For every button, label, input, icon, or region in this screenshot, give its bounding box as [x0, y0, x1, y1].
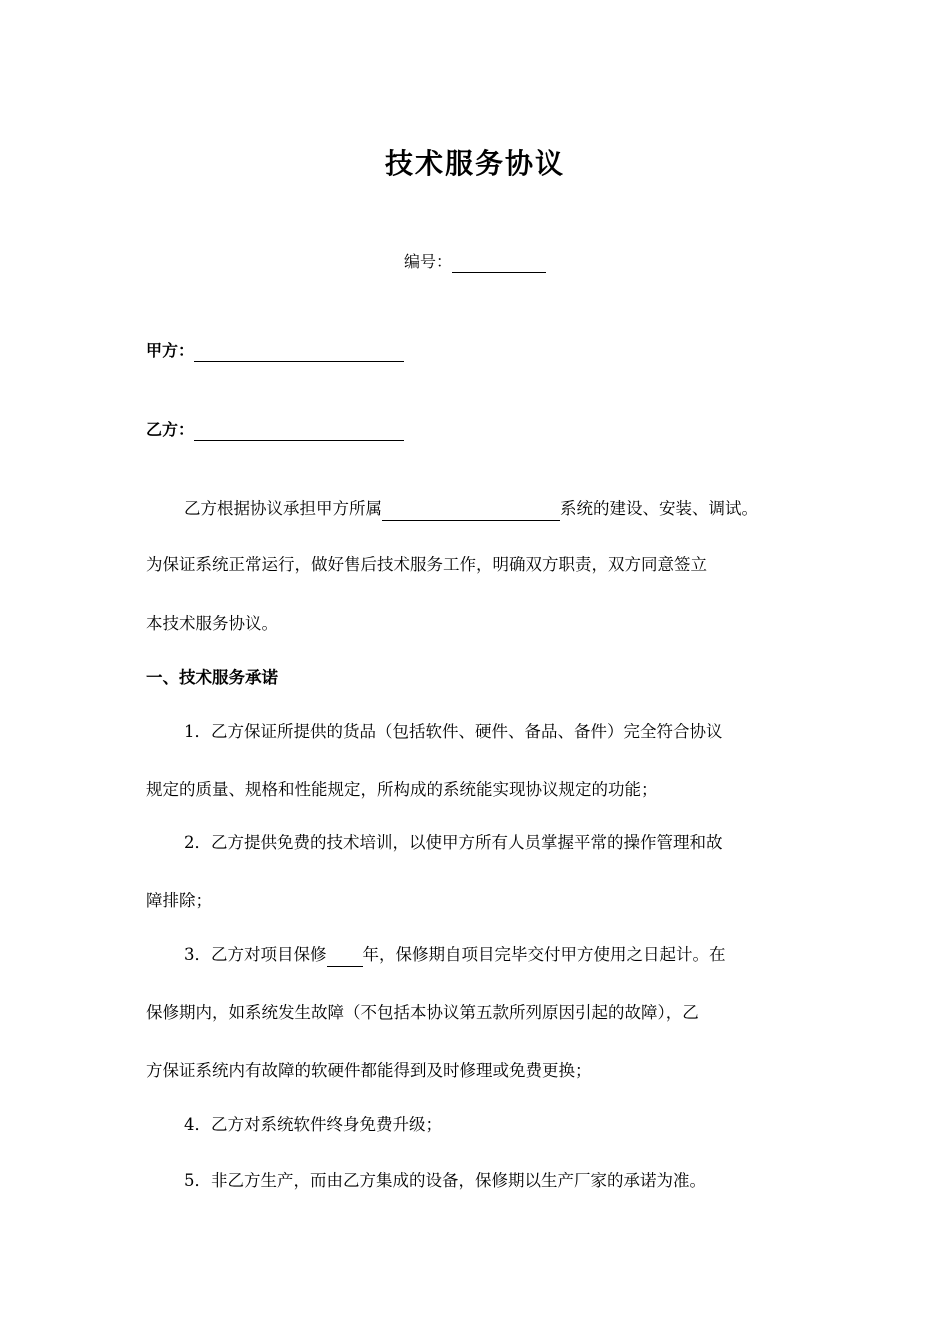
item-4: 4．乙方对系统软件终身免费升级； — [184, 1115, 442, 1134]
party-b-label: 乙方： — [146, 420, 195, 439]
section-1-heading: 一、技术服务承诺 — [146, 668, 278, 687]
item-3-text-after: 年，保修期自项目完毕交付甲方使用之日起计。在 — [362, 945, 726, 964]
party-a-blank[interactable] — [194, 344, 404, 362]
party-b-blank[interactable] — [194, 423, 404, 441]
intro-text-after: 系统的建设、安装、调试。 — [560, 499, 758, 518]
item-2-line-1: 2．乙方提供免费的技术培训，以使甲方所有人员掌握平常的操作管理和故 — [184, 833, 723, 852]
item-3-text-before: 3．乙方对项目保修 — [184, 945, 327, 964]
item-3-line-3: 方保证系统内有故障的软硬件都能得到及时修理或免费更换； — [146, 1061, 592, 1080]
item-3-line-1 — [184, 943, 864, 967]
document-number — [0, 251, 950, 273]
party-b — [146, 419, 404, 441]
party-a-label: 甲方： — [146, 341, 195, 360]
item-5: 5．非乙方生产，而由乙方集成的设备，保修期以生产厂家的承诺为准。 — [184, 1171, 706, 1190]
document-title: 技术服务协议 — [384, 147, 565, 180]
intro-line-2: 为保证系统正常运行，做好售后技术服务工作，明确双方职责，双方同意签立 — [146, 555, 707, 574]
item-2-line-2: 障排除； — [146, 891, 212, 910]
item-1-line-1: 1．乙方保证所提供的货品（包括软件、硬件、备品、备件）完全符合协议 — [184, 722, 723, 741]
intro-line-1 — [184, 497, 864, 521]
system-name-blank[interactable] — [382, 503, 560, 521]
item-1-line-2: 规定的质量、规格和性能规定，所构成的系统能实现协议规定的功能； — [146, 780, 658, 799]
number-label: 编号： — [403, 252, 452, 271]
warranty-years-blank[interactable] — [327, 949, 363, 967]
item-3-line-2: 保修期内，如系统发生故障（不包括本协议第五款所列原因引起的故障），乙 — [146, 1003, 699, 1022]
intro-text-before: 乙方根据协议承担甲方所属 — [184, 499, 382, 518]
intro-line-3: 本技术服务协议。 — [146, 614, 278, 633]
number-blank[interactable] — [452, 255, 546, 273]
party-a — [146, 340, 404, 362]
